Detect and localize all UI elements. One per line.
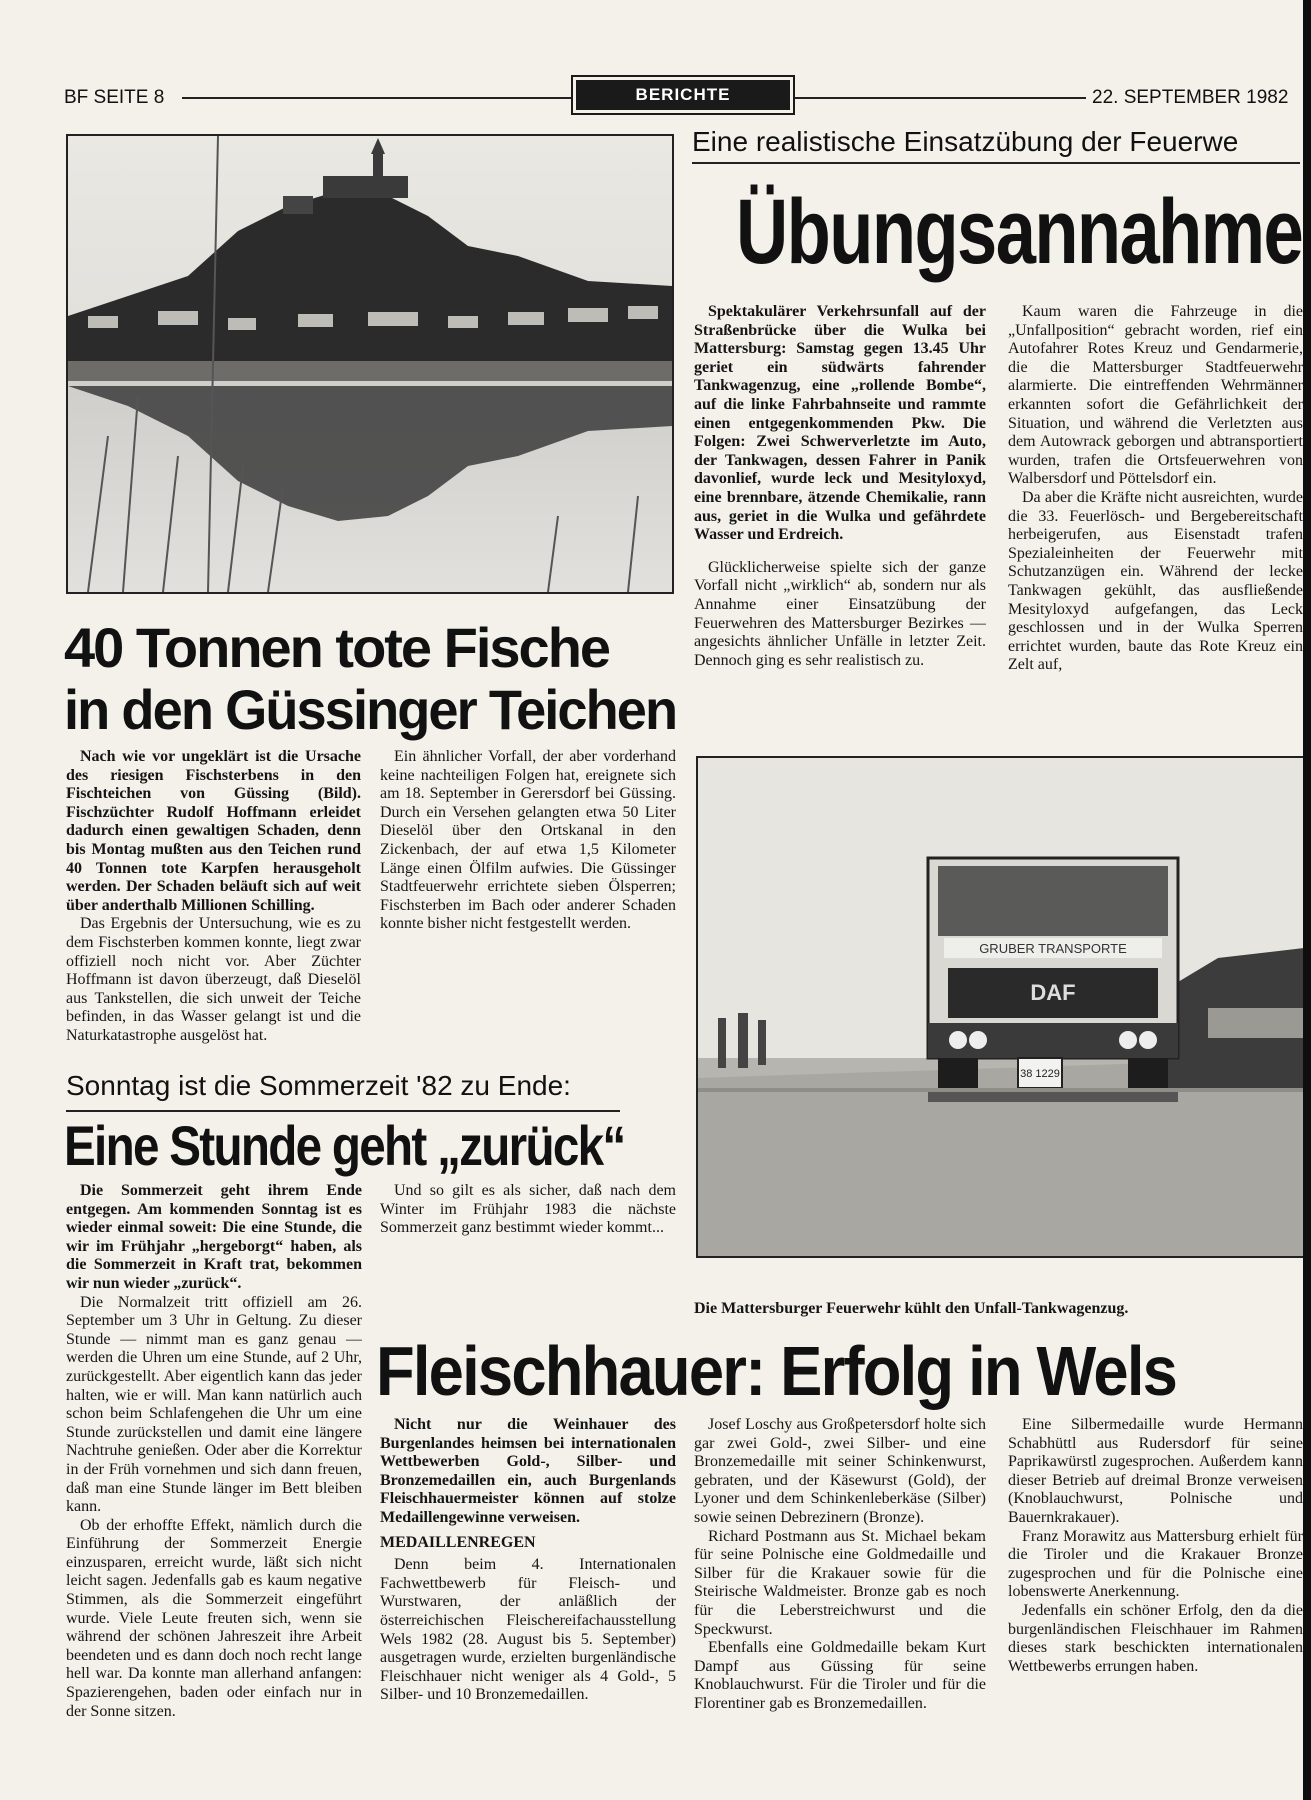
tanker-truck-photo bbox=[696, 756, 1306, 1258]
fish-column-2 bbox=[380, 748, 676, 1054]
header-rule-left bbox=[182, 97, 574, 99]
firedrill-kicker: Eine realistische Einsatzübung der Feuerwe bbox=[692, 126, 1239, 157]
fish-headline-line1: 40 Tonnen tote Fische bbox=[64, 616, 610, 679]
page-number: BF SEITE 8 bbox=[64, 87, 165, 108]
guessing-castle-photo bbox=[66, 134, 674, 594]
butchers-paragraph-5: Ebenfalls eine Goldmedaille bekam Kurt Dampf aus Güssing für seine Knoblauchwurst. Für die Tiroler und für die Florentiner gab es Bronzemedaillen. bbox=[694, 1639, 986, 1712]
butchers-column-1 bbox=[380, 1416, 676, 1756]
butchers-paragraph-6: Eine Silbermedaille wurde Hermann Schabhüttl aus Rudersdorf für seine Paprikawürstl zugesprochen. Außerdem kann dieser Betrieb auf dreimal Bronze verweisen (Knoblauchwurst, Polnische und Bauernkrakauer). bbox=[1008, 1416, 1303, 1526]
firedrill-paragraph-4: Da aber die Kräfte nicht ausreichten, wurde die 33. Feuerlösch- und Bergebereitschaft herbeigerufen, aus Eisenstadt trafen Spezialeinheiten der Feuerwehr mit Schutzanzügen ein. Während der lecke Tankwagen gekühlt, das ausfließende Mesityloxyd aufgefangen, das Leck geschlossen und in der Wulka Sperren errichtet wurden, baute das Rote Kreuz ein Zelt auf, bbox=[1008, 488, 1303, 674]
butchers-paragraph-3: Josef Loschy aus Großpetersdorf holte sich gar zwei Gold-, zwei Silber- und eine Bronzemedaille mit seiner Schinkenwurst, gebraten, und der Käsewurst (Gold), der Lyoner und dem Schinkenleberkäse (Silber) sowie seinen Debrezinern (Bronze). bbox=[694, 1416, 986, 1526]
firedrill-column-1 bbox=[694, 303, 986, 735]
butchers-subhead: MEDAILLENREGEN bbox=[380, 1533, 536, 1551]
issue-date: 22. SEPTEMBER 1982 bbox=[1092, 87, 1289, 108]
summertime-column-2 bbox=[380, 1182, 676, 1342]
page-edge-shadow bbox=[1303, 0, 1311, 1800]
section-label: BERICHTE bbox=[576, 80, 790, 110]
summertime-kicker: Sonntag ist die Sommerzeit '82 zu Ende: bbox=[66, 1070, 571, 1101]
fish-paragraph-3: Ein ähnlicher Vorfall, der aber vorderhand keine nachteiligen Folgen hat, ereignete sich am 18. September in Gerersdorf bei Güssing. Durch ein Versehen gelangten etwa 50 Liter Dieselöl über den Ortskanal in den Zickenbach, der auf etwa 1,5 Kilometer Länge einen Ölfilm aufwies. Die Güssinger Stadtfeuerwehr errichtete sieben Ölsperren; Fischsterben im Bach oder anderer Schaden konnte bisher nicht festgestellt werden. bbox=[380, 748, 676, 933]
butchers-column-3 bbox=[1008, 1416, 1303, 1756]
license-plate: 38 1229 bbox=[1020, 1068, 1060, 1080]
butchers-headline: Fleischhauer: Erfolg in Wels bbox=[376, 1332, 1177, 1410]
fish-headline-line2: in den Güssinger Teichen bbox=[64, 678, 677, 741]
firedrill-paragraph-2: Glücklicherweise spielte sich der ganze Vorfall nicht „wirklich“ ab, sondern nur als Annahme einer Einsatzübung der Feuerwehren des Mattersburger Bezirkes — angesichts ähnlicher Unfälle in letzter Zeit. Dennoch ging es sehr realistisch zu. bbox=[694, 558, 986, 669]
summertime-kicker-rule bbox=[66, 1110, 620, 1112]
summertime-paragraph-3: Ob der erhoffte Effekt, nämlich durch die Einführung der Sommerzeit Energie einzusparen, erreicht wurde, läßt sich nicht leicht sagen. Jedenfalls gab es kaum negative Stimmen, als die Sommerzeit eingeführt wurde. Viele Leute freuten sich, wenn sie während der schönen Jahreszeit ihre Arbeit beendeten und es dann doch noch recht lange hell war. Da konnte man allerhand anfangen: Spazierengehen, baden oder einfach nur in der Sonne sitzen. bbox=[66, 1516, 362, 1720]
butchers-paragraph-8: Jedenfalls ein schöner Erfolg, den da die burgenländischen Fleischhauer im Rahmen dieses stark beschickten internationalen Wettbewerbs errungen haben. bbox=[1008, 1601, 1303, 1675]
firedrill-paragraph-3: Kaum waren die Fahrzeuge in die „Unfallposition“ gebracht worden, rief ein Autofahrer Rotes Kreuz und Gendarmerie, die die Mattersburger Stadtfeuerwehr alarmierte. Die eintreffenden Wehrmänner erkannten sofort die Gefährlichkeit der Situation, und während die Verletzten aus dem Autowrack geborgen und abtransportiert wurden, trafen die Ortsfeuerwehren von Walbersdorf und Pöttelsdorf ein. bbox=[1008, 303, 1303, 488]
firedrill-headline: Übungsannahme bbox=[736, 181, 1303, 283]
castle-pond-illustration bbox=[68, 136, 672, 592]
firedrill-lead-paragraph: Spektakulärer Verkehrsunfall auf der Straßenbrücke über die Wulka bei Mattersburg: Samstag gegen 13.45 Uhr geriet ein südwärts fahrender Tankwagenzug, eine „rollende Bombe“, auf die linke Fahrbahnseite und rammte einen entgegenkommenden Pkw. Die Folgen: Zwei Schwerverletzte im Auto, der Tankwagen, dessen Fahrer in Panik davonlief, wurde leck und Mesityloxyd, eine brennbare, ätzende Chemikalie, rann aus, geriet in die Wulka und gefährdete Wasser und Erdreich. bbox=[694, 303, 986, 544]
fish-paragraph-2: Das Ergebnis der Untersuchung, wie es zu dem Fischsterben kommen konnte, liegt zwar offiziell noch nicht vor. Aber Züchter Hoffmann ist davon überzeugt, daß Dieselöl aus Tankstellen, die sich unweit der Teiche befinden, in das Wasser gelangt ist und die Naturkatastrophe ausgelöst hat. bbox=[66, 915, 361, 1044]
fish-lead-paragraph: Nach wie vor ungeklärt ist die Ursache des riesigen Fischsterbens in den Fischteichen von Güssing (Bild). Fischzüchter Rudolf Hoffmann erleidet dadurch einen gewaltigen Schaden, denn bis Montag mußten aus den Teichen rund 40 Tonnen tote Karpfen herausgeholt werden. Der Schaden beläuft sich auf weit über anderthalb Millionen Schilling. bbox=[66, 748, 361, 914]
summertime-headline: Eine Stunde geht „zurück“ bbox=[64, 1114, 625, 1177]
butchers-paragraph-7: Franz Morawitz aus Mattersburg erhielt für die Tiroler und die Krakauer Bronze zugesprochen und für die Polnische eine lobenswerte Anerkennung. bbox=[1008, 1527, 1303, 1601]
summertime-column-1 bbox=[66, 1182, 362, 1742]
header-rule-right bbox=[794, 97, 1086, 99]
summertime-paragraph-2: Die Normalzeit tritt offiziell am 26. September um 3 Uhr in Geltung. Zu dieser Stunde — nimmt man es ganz genau — werden die Uhren um eine Stunde, auf 2 Uhr, zurückgestellt. Aber eigentlich kann das jeder halten, wie er will. Man kann natürlich auch schon beim Schlafengehen die Uhr um eine Stunde zurückstellen und damit eine längere Nachtruhe genießen. Oder aber die Korrektur in der Früh vornehmen und sich dann freuen, daß man eine Stunde länger im Bett bleiben kann. bbox=[66, 1293, 362, 1516]
butchers-lead-paragraph: Nicht nur die Weinhauer des Burgenlandes heimsen bei internationalen Wettbewerben Gold-, Silber- und Bronzemedaillen ein, auch Burgenlands Fleischhauermeister können auf stolze Medaillengewinne verweisen. bbox=[380, 1416, 676, 1526]
fish-column-1 bbox=[66, 748, 361, 1054]
summertime-paragraph-4: Und so gilt es als sicher, daß nach dem Winter im Frühjahr 1983 die nächste Sommerzeit ganz bestimmt wieder kommt... bbox=[380, 1182, 676, 1237]
truck-brand-text: DAF bbox=[1030, 980, 1076, 1005]
truck-company-text: GRUBER TRANSPORTE bbox=[979, 941, 1127, 956]
firedrill-kicker-rule bbox=[692, 162, 1300, 164]
butchers-paragraph-2: Denn beim 4. Internationalen Fachwettbewerb für Fleisch- und Wurstwaren, der anläßlich der österreichischen Fleischereifachausstellung Wels 1982 (28. August bis 5. September) ausgetragen wurde, erzielten burgenländische Fleischhauer nicht weniger als 4 Gold-, 5 Silber- und 10 Bronzemedaillen. bbox=[380, 1556, 676, 1704]
firedrill-column-2 bbox=[1008, 303, 1303, 735]
truck-photo-caption: Die Mattersburger Feuerwehr kühlt den Unfall-Tankwagenzug. bbox=[694, 1300, 1129, 1317]
truck-illustration bbox=[698, 758, 1304, 1256]
butchers-paragraph-4: Richard Postmann aus St. Michael bekam für seine Polnische eine Goldmedaille und Silber für die Krakauer sowie für die Steirische Waldmeister. Bronze gab es noch für die Leberstreichwurst und die Speckwurst. bbox=[694, 1527, 986, 1638]
summertime-lead-paragraph: Die Sommerzeit geht ihrem Ende entgegen. Am kommenden Sonntag ist es wieder einmal soweit: Die eine Stunde, die wir im Frühjahr „hergeborgt“ haben, als die Sommerzeit in Kraft trat, bekommen wir nun wieder „zurück“. bbox=[66, 1182, 362, 1292]
butchers-column-2 bbox=[694, 1416, 986, 1756]
